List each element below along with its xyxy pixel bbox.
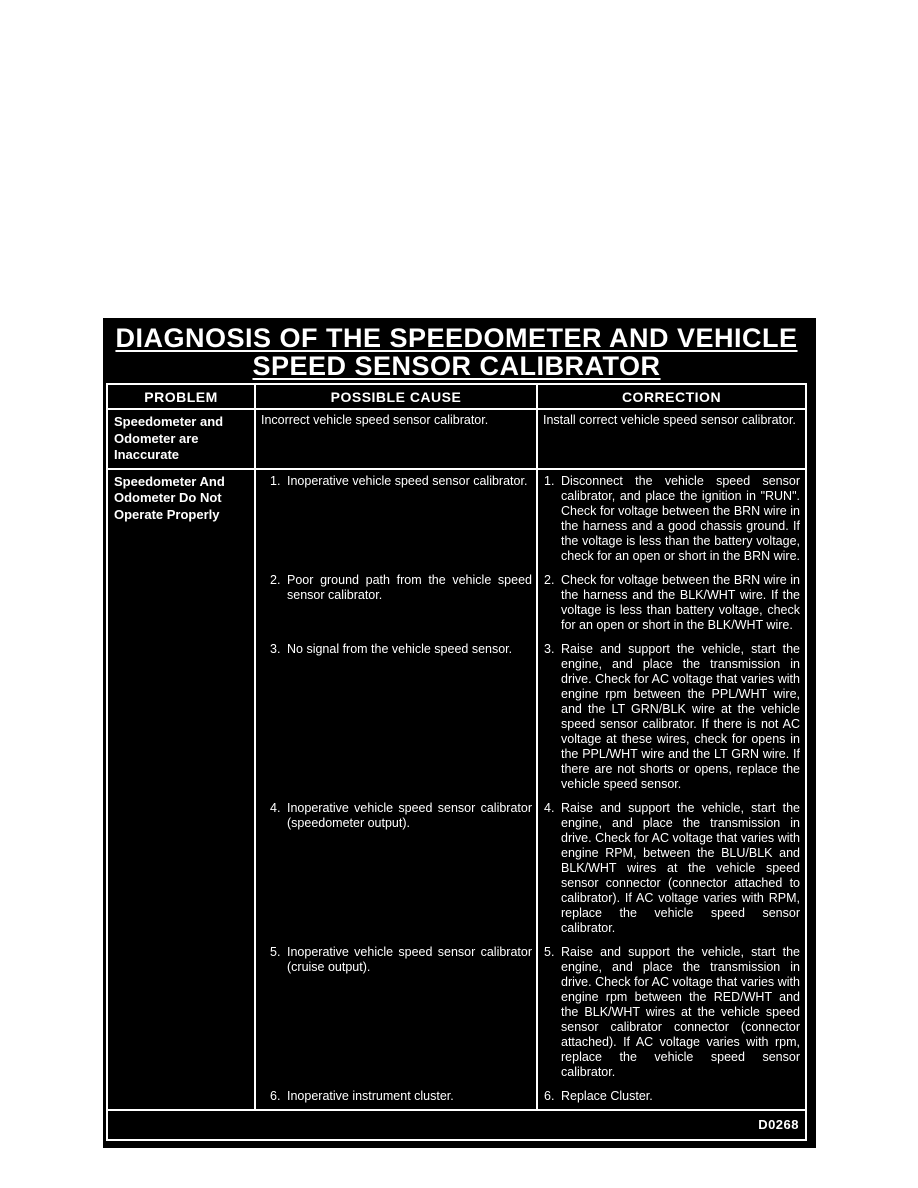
cause-item-3: [256, 638, 538, 797]
item-number: 5.: [544, 944, 555, 959]
correction-text: Raise and support the vehicle, start the engine, and place the transmission in drive. Check for AC voltage that varies with engine rpm between the PPL/WHT wire, and the LT GRN/BLK wire at the vehicle speed sensor calibrator. If there is not AC voltage at these wires, check for opens in the PPL/WHT wire and the LT GRN wire. If there are not shorts or opens, replace the vehicle speed sensor.: [561, 641, 800, 791]
correction-text: Disconnect the vehicle speed sensor calibrator, and place the ignition in "RUN". Check for voltage between the BRN wire in the harness and a good chassis ground. If the voltage is less than the battery voltage, check for an open or short in the BRN wire.: [561, 473, 801, 563]
figure-code: D0268: [758, 1117, 799, 1132]
cause-text: Inoperative instrument cluster.: [287, 1088, 454, 1103]
problem-cell: Speedometer And Odometer Do Not Operate Properly: [108, 470, 256, 1109]
cause-text: Inoperative vehicle speed sensor calibrator.: [287, 473, 528, 488]
diagnosis-table: [103, 318, 816, 1148]
problem-cell: Speedometer and Odometer are Inaccurate: [108, 410, 256, 470]
item-number: 5.: [270, 944, 281, 959]
item-number: 1.: [544, 473, 555, 488]
correction-text: Raise and support the vehicle, start the engine, and place the transmission in drive. Check for AC voltage that varies with engine rpm between the RED/WHT and the BLK/WHT wires at the vehicle speed sensor calibrator connector (connector attached). If AC voltage varies with rpm, replace the vehicle speed sensor calibrator.: [561, 944, 800, 1079]
item-number: 2.: [270, 572, 281, 587]
correction-item-6: [538, 1085, 805, 1109]
cause-text: No signal from the vehicle speed sensor.: [287, 641, 513, 656]
item-number: 4.: [544, 800, 555, 815]
item-number: 3.: [270, 641, 281, 656]
cause-item-6: [256, 1085, 538, 1109]
cause-text: Inoperative vehicle speed sensor calibrator (cruise output).: [287, 944, 532, 974]
title-line-1: DIAGNOSIS OF THE SPEEDOMETER AND VEHICLE: [115, 323, 798, 353]
table-row-inaccurate: [108, 410, 805, 470]
correction-item-1: [538, 470, 805, 569]
item-number: 2.: [544, 572, 555, 587]
cause-item-2: [256, 569, 538, 638]
correction-text: Replace Cluster.: [561, 1088, 653, 1103]
cause-item-1: [256, 470, 538, 569]
item-number: 3.: [544, 641, 555, 656]
cause-text: Poor ground path from the vehicle speed sensor calibrator.: [287, 572, 532, 602]
table-row-not-operate: [108, 470, 805, 1111]
cause-text: Inoperative vehicle speed sensor calibrator (speedometer output).: [287, 800, 532, 830]
cause-item-5: [256, 941, 538, 1085]
correction-cell: Install correct vehicle speed sensor calibrator.: [538, 410, 805, 470]
footer-row: [108, 1111, 805, 1139]
page-title: [106, 320, 807, 383]
diagnosis-grid: [106, 383, 807, 1141]
column-header-possible-cause: POSSIBLE CAUSE: [256, 385, 538, 410]
correction-item-3: [538, 638, 805, 797]
cause-cell: Incorrect vehicle speed sensor calibrator.: [256, 410, 538, 470]
correction-item-4: [538, 797, 805, 941]
title-line-2: SPEED SENSOR CALIBRATOR: [252, 351, 661, 381]
item-number: 6.: [544, 1088, 555, 1103]
cause-item-4: [256, 797, 538, 941]
item-number: 4.: [270, 800, 281, 815]
correction-item-5: [538, 941, 805, 1085]
item-number: 1.: [270, 473, 281, 488]
header-row: [108, 385, 805, 410]
correction-text: Check for voltage between the BRN wire in the harness and the BLK/WHT wire. If the voltage is less than battery voltage, check for an open or short in the BLK/WHT wire.: [561, 572, 800, 632]
column-header-problem: PROBLEM: [108, 385, 256, 410]
correction-text: Raise and support the vehicle, start the engine, and place the transmission in drive. Check for AC voltage that varies with engine RPM, between the BLU/BLK and BLK/WHT wires at the vehicle speed sensor connector (connector attached to calibrator). If AC voltage varies with RPM, replace the vehicle speed sensor calibrator.: [561, 800, 800, 935]
item-number: 6.: [270, 1088, 281, 1103]
column-header-correction: CORRECTION: [538, 385, 805, 410]
correction-item-2: [538, 569, 805, 638]
